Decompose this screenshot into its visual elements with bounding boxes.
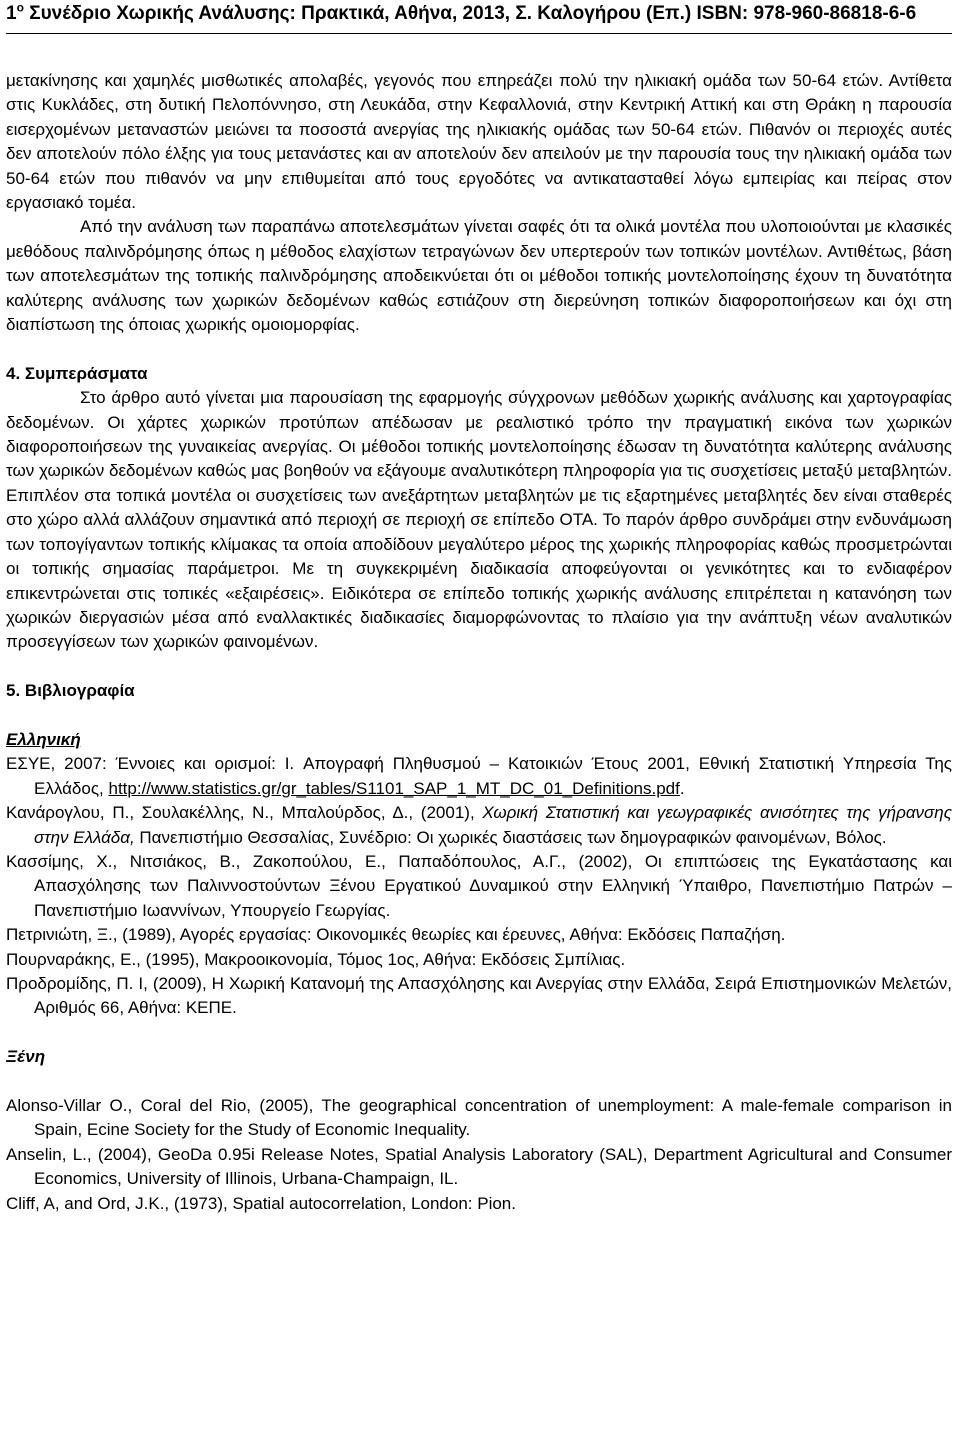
foreign-references-heading: Ξένη [6, 1047, 46, 1067]
reference-item [6, 801, 952, 850]
reference-item: Κασσίμης, Χ., Νιτσιάκος, Β., Ζακοπούλου, Ε., Παπαδόπουλος, Α.Γ., (2002), Οι επιπτώσεις της Εγκατάστασης και Απασχόλησης των Παλιννοστούντων Ξένου Εργατικού Δυναμικού στην Ελληνική Ύπαιθρο, Πανεπιστήμιο Πατρών – Πανεπιστήμιο Ιωαννίνων, Υπουργείο Γεωργίας. [6, 851, 952, 920]
edition-superscript: ο [16, 0, 24, 15]
spacer [6, 655, 952, 679]
conclusions-paragraph: Στο άρθρο αυτό γίνεται μια παρουσίαση της εφαρμογής σύγχρονων μεθόδων χωρικής ανάλυσης και χαρτογραφίας δεδομένων. Οι χάρτες χωρικών προτύπων απέδωσαν με ρεαλιστικό τρόπο την πραγματική εικόνα των χωρικών διαφοροποιήσεων της γυναικείας ανεργίας. Οι μέθοδοι τοπικής μοντελοποίησης έδωσαν τη δυνατότητα καλύτερης ανάλυσης των χωρικών δεδομένων καθώς μας βοηθούν να εξάγουμε αναλυτικότερη πληροφορία για τις συσχετίσεις μεταξύ μεταβλητών. Επιπλέον στα τοπικά μοντέλα οι συσχετίσεις των ανεξάρτητων μεταβλητών με τις εξαρτημένες μεταβλητές δεν είναι σταθερές στο χώρο αλλά αλλάζουν σημαντικά από περιοχή σε περιοχή σε επίπεδο ΟΤΑ. Το παρόν άρθρο συνδράμει στην ενδυνάμωση των τοπογίγαντων τοπικής κλίμακας τα οποία αποδίδουν μεγαλύτερο μέρος της χωρικής πληροφορίας καθώς προσμετρώνται οι τοπικής σημασίας παράμετροι. Με τη συγκεκριμένη διαδικασία αποφεύγονται οι γενικότητες και το ενδιαφέρον επικεντρώνεται στις τοπικές «εξαιρέσεις». Ειδικότερα σε επίπεδο τοπικής χωρικής ανάλυσης επιτρέπεται η κατανόηση των χωρικών διεργασιών μέσα από εναλλακτικές διαδικασίες διαμορφώνοντας το πλαίσιο για την ανάπτυξη νέων αναλυτικών προσεγγίσεων των χωρικών φαινομένων. [6, 388, 952, 652]
section-heading-5 [6, 679, 952, 703]
running-header [0, 0, 960, 26]
reference-item: Anselin, L., (2004), GeoDa 0.95i Release Notes, Spatial Analysis Laboratory (SAL), Department Agricultural and Consumer Economics, University of Illinois, Urbana-Champaign, IL. [6, 1144, 952, 1189]
spacer [6, 1021, 952, 1045]
reference-item: Cliff, A, and Ord, J.K., (1973), Spatial autocorrelation, London: Pion. [6, 1193, 516, 1213]
section-heading-4 [6, 362, 952, 386]
body-paragraph: Από την ανάλυση των παραπάνω αποτελεσμάτων γίνεται σαφές ότι τα ολικά μοντέλα που υλοποιούνται με κλασικές μεθόδους παλινδρόμησης όπως η μέθοδος ελαχίστων τετραγώνων δεν υπερτερούν των τοπικών μοντέλων. Αντιθέτως, βάση των αποτελεσμάτων της τοπικής παλινδρόμησης αποδεικνύεται ότι οι μέθοδοι τοπικής μοντελοποίησης έχουν τη δυνατότητα καλύτερης ανάλυσης των χωρικών δεδομένων καθώς εστιάζουν στη διερεύνηση τοπικών διαφοροποιήσεων και όχι στη διαπίστωση της όποιας χωρικής ομοιομορφίας. [6, 217, 952, 335]
reference-item: Πετρινιώτη, Ξ., (1989), Αγορές εργασίας: Οικονομικές θεωρίες και έρευνες, Αθήνα: Εκδόσεις Παπαζήση. [6, 925, 786, 945]
reference-item: Προδρομίδης, Π. Ι, (2009), Η Χωρική Κατανομή της Απασχόλησης και Ανεργίας στην Ελλάδα, Σειρά Επιστημονικών Μελετών, Αριθμός 66, Αθήνα: ΚΕΠΕ. [6, 973, 952, 1018]
section-title: Συμπεράσματα [24, 363, 148, 383]
reference-link[interactable]: http://www.statistics.gr/gr_tables/S1101_SAP_1_MT_DC_01_Definitions.pdf [108, 778, 680, 798]
reference-title: Χωρική Στατιστική και γεωγραφικές ανισότητες της γήρανσης στην Ελλάδα, [34, 803, 952, 847]
spacer [6, 337, 952, 361]
page-body [6, 69, 952, 1216]
reference-item: Alonso-Villar O., Coral del Rio, (2005), The geographical concentration of unemployment: A male-female comparison in Spain, Ecine Society for the Study of Economic Inequality. [6, 1095, 952, 1140]
reference-text: Κανάρογλου, Π., Σουλακέλλης, Ν., Μπαλούρδος, Δ., (2001), [6, 803, 483, 823]
spacer [6, 704, 952, 728]
reference-text: . [679, 778, 685, 798]
greek-references-heading: Ελληνική [6, 729, 81, 749]
section-number: 5. [6, 681, 21, 701]
reference-item [6, 752, 952, 801]
reference-text: ΕΣΥΕ, 2007: Έννοιες και ορισμοί: I. Απογραφή Πληθυσμού – Κατοικιών Έτους 2001, Εθνική Στατιστική Υπηρεσία Της Ελλάδος, [6, 754, 952, 798]
section-number: 4. [6, 363, 21, 383]
header-rule [6, 33, 952, 34]
reference-text: Πανεπιστήμιο Θεσσαλίας, Συνέδριο: Οι χωρικές διαστάσεις των δημογραφικών φαινομένων, Βόλος. [134, 827, 887, 847]
edition-number: 1 [6, 3, 17, 24]
header-text: Συνέδριο Χωρικής Ανάλυσης: Πρακτικά, Αθήνα, 2013, Σ. Καλογήρου (Επ.) ISBN: 978-960-86818-6-6 [23, 3, 917, 24]
reference-item: Πουρναράκης, Ε., (1995), Μακροοικονομία, Τόμος 1ος, Αθήνα: Εκδόσεις Σμπίλιας. [6, 949, 626, 969]
spacer [6, 1070, 952, 1094]
body-paragraph: μετακίνησης και χαμηλές μισθωτικές απολαβές, γεγονός που επηρεάζει πολύ την ηλικιακή ομάδα των 50-64 ετών. Αντίθετα στις Κυκλάδες, στη δυτική Πελοπόννησο, στη Λευκάδα, στην Κεφαλλονιά, στην Κεντρική Αττική και στη Θράκη η παρουσία εισερχομένων μεταναστών μειώνει τα ποσοστά ανεργίας της ηλικιακής ομάδας των 50-64 ετών. Πιθανόν οι περιοχές αυτές δεν αποτελούν πόλο έλξης για τους μετανάστες και αν αποτελούν δεν απειλούν με την παρουσία τους την ηλικιακή ομάδα των 50-64 ετών που πιθανόν να μην επιθυμείται από τους εργοδότες να αντικατασταθεί λόγω εμπειρίας και πείρας στον εργασιακό τομέα. [6, 71, 952, 213]
section-title: Βιβλιογραφία [24, 681, 135, 701]
